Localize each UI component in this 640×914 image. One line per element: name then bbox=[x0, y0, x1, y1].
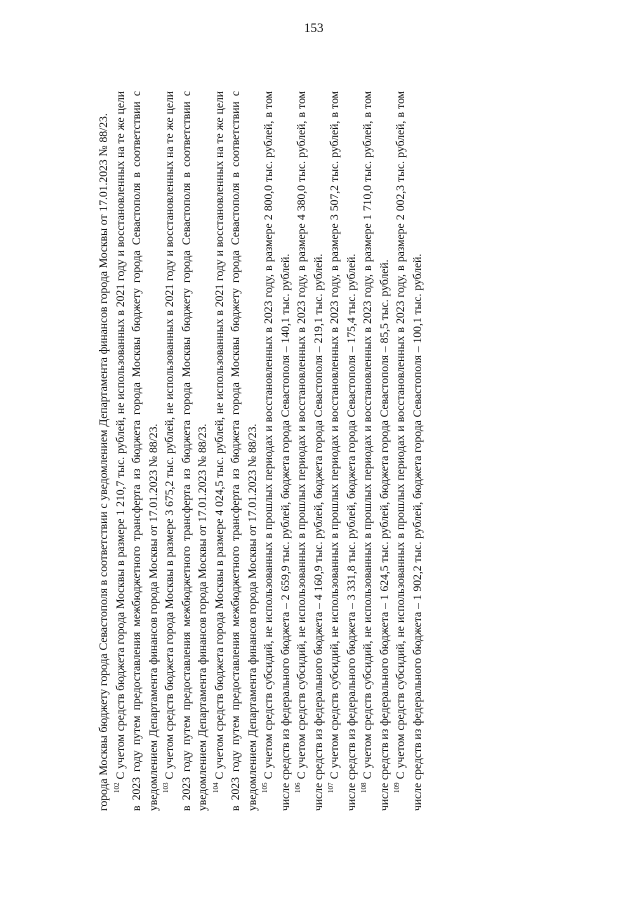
footnote-109 bbox=[393, 91, 426, 811]
footnote-text: С учетом средств бюджета города Москвы в размере 4 024,5 тыс. рублей, не использованных в 2021 году и восстановленных на те же цели в 2023 году путем предоставления межбюджетного трансферта из бюджета города Москвы бюджету города Севастополя в соответствии с уведомлением Департамента финансов города Москвы от 17.01.2023 № 88/23. bbox=[212, 91, 259, 811]
footnote-continuation bbox=[96, 91, 113, 811]
footnote-104 bbox=[212, 91, 262, 811]
footnote-number: 106 bbox=[294, 782, 303, 793]
footnote-text: С учетом средств субсидий, не использованных в прошлых периодах и восстановленных в 2023 году, в размере 4 380,0 тыс. рублей, в том числе средств из федерального бюджета – 4 160,9 тыс. рублей, бюджета города Севастополя – 219,1 тыс. рублей. bbox=[295, 91, 325, 811]
page-number: 153 bbox=[304, 20, 324, 35]
footnote-number: 107 bbox=[327, 782, 336, 793]
footnote-108 bbox=[360, 91, 393, 811]
footnote-102 bbox=[113, 91, 163, 811]
footnote-106 bbox=[294, 91, 327, 811]
footnote-105 bbox=[261, 91, 294, 811]
footnote-number: 109 bbox=[393, 782, 402, 793]
footnote-107 bbox=[327, 91, 360, 811]
footnote-text: С учетом средств субсидий, не использованных в прошлых периодах и восстановленных в 2023 году, в размере 1 710,0 тыс. рублей, в том числе средств из федерального бюджета – 1 624,5 тыс. рублей, бюджета города Севастополя – 85,5 тыс. рублей. bbox=[361, 91, 391, 811]
footnote-text: С учетом средств субсидий, не использованных в прошлых периодах и восстановленных в 2023 году, в размере 2 800,0 тыс. рублей, в том числе средств из федерального бюджета – 2 659,9 тыс. рублей, бюджета города Севастополя – 140,1 тыс. рублей. bbox=[262, 91, 292, 811]
footnotes-block bbox=[96, 91, 586, 811]
footnote-103 bbox=[162, 91, 212, 811]
footnote-number: 105 bbox=[261, 782, 270, 793]
footnote-number: 104 bbox=[211, 782, 220, 793]
footnote-text: С учетом средств бюджета города Москвы в размере 1 210,7 тыс. рублей, не использованных в 2021 году и восстановленных на те же цели в 2023 году путем предоставления межбюджетного трансферта из бюджета города Москвы бюджету города Севастополя в соответствии с уведомлением Департамента финансов города Москвы от 17.01.2023 № 88/23. bbox=[113, 91, 160, 811]
footnote-number: 103 bbox=[162, 782, 171, 793]
footnote-text: С учетом средств бюджета города Москвы в размере 3 675,2 тыс. рублей, не использованных в 2021 году и восстановленных на те же цели в 2023 году путем предоставления межбюджетного трансферта из бюджета города Москвы бюджету города Севастополя в соответствии с уведомлением Департамента финансов города Москвы от 17.01.2023 № 88/23. bbox=[163, 91, 209, 811]
footnote-text: города Москвы бюджету города Севастополя в соответствии с уведомлением Департамента финансов города Москвы от 17.01.2023 № 88/23. bbox=[97, 113, 110, 811]
footnote-number: 108 bbox=[360, 782, 369, 793]
footnote-text: С учетом средств субсидий, не использованных в прошлых периодах и восстановленных в 2023 году, в размере 3 507,2 тыс. рублей, в том числе средств из федерального бюджета – 3 331,8 тыс. рублей, бюджета города Севастополя – 175,4 тыс. рублей. bbox=[328, 91, 358, 811]
footnote-text: С учетом средств субсидий, не использованных в прошлых периодах и восстановленных в 2023 году, в размере 2 002,3 тыс. рублей, в том числе средств из федерального бюджета – 1 902,2 тыс. рублей, бюджета города Севастополя – 100,1 тыс. рублей. bbox=[394, 91, 424, 811]
footnote-number: 102 bbox=[112, 782, 121, 793]
